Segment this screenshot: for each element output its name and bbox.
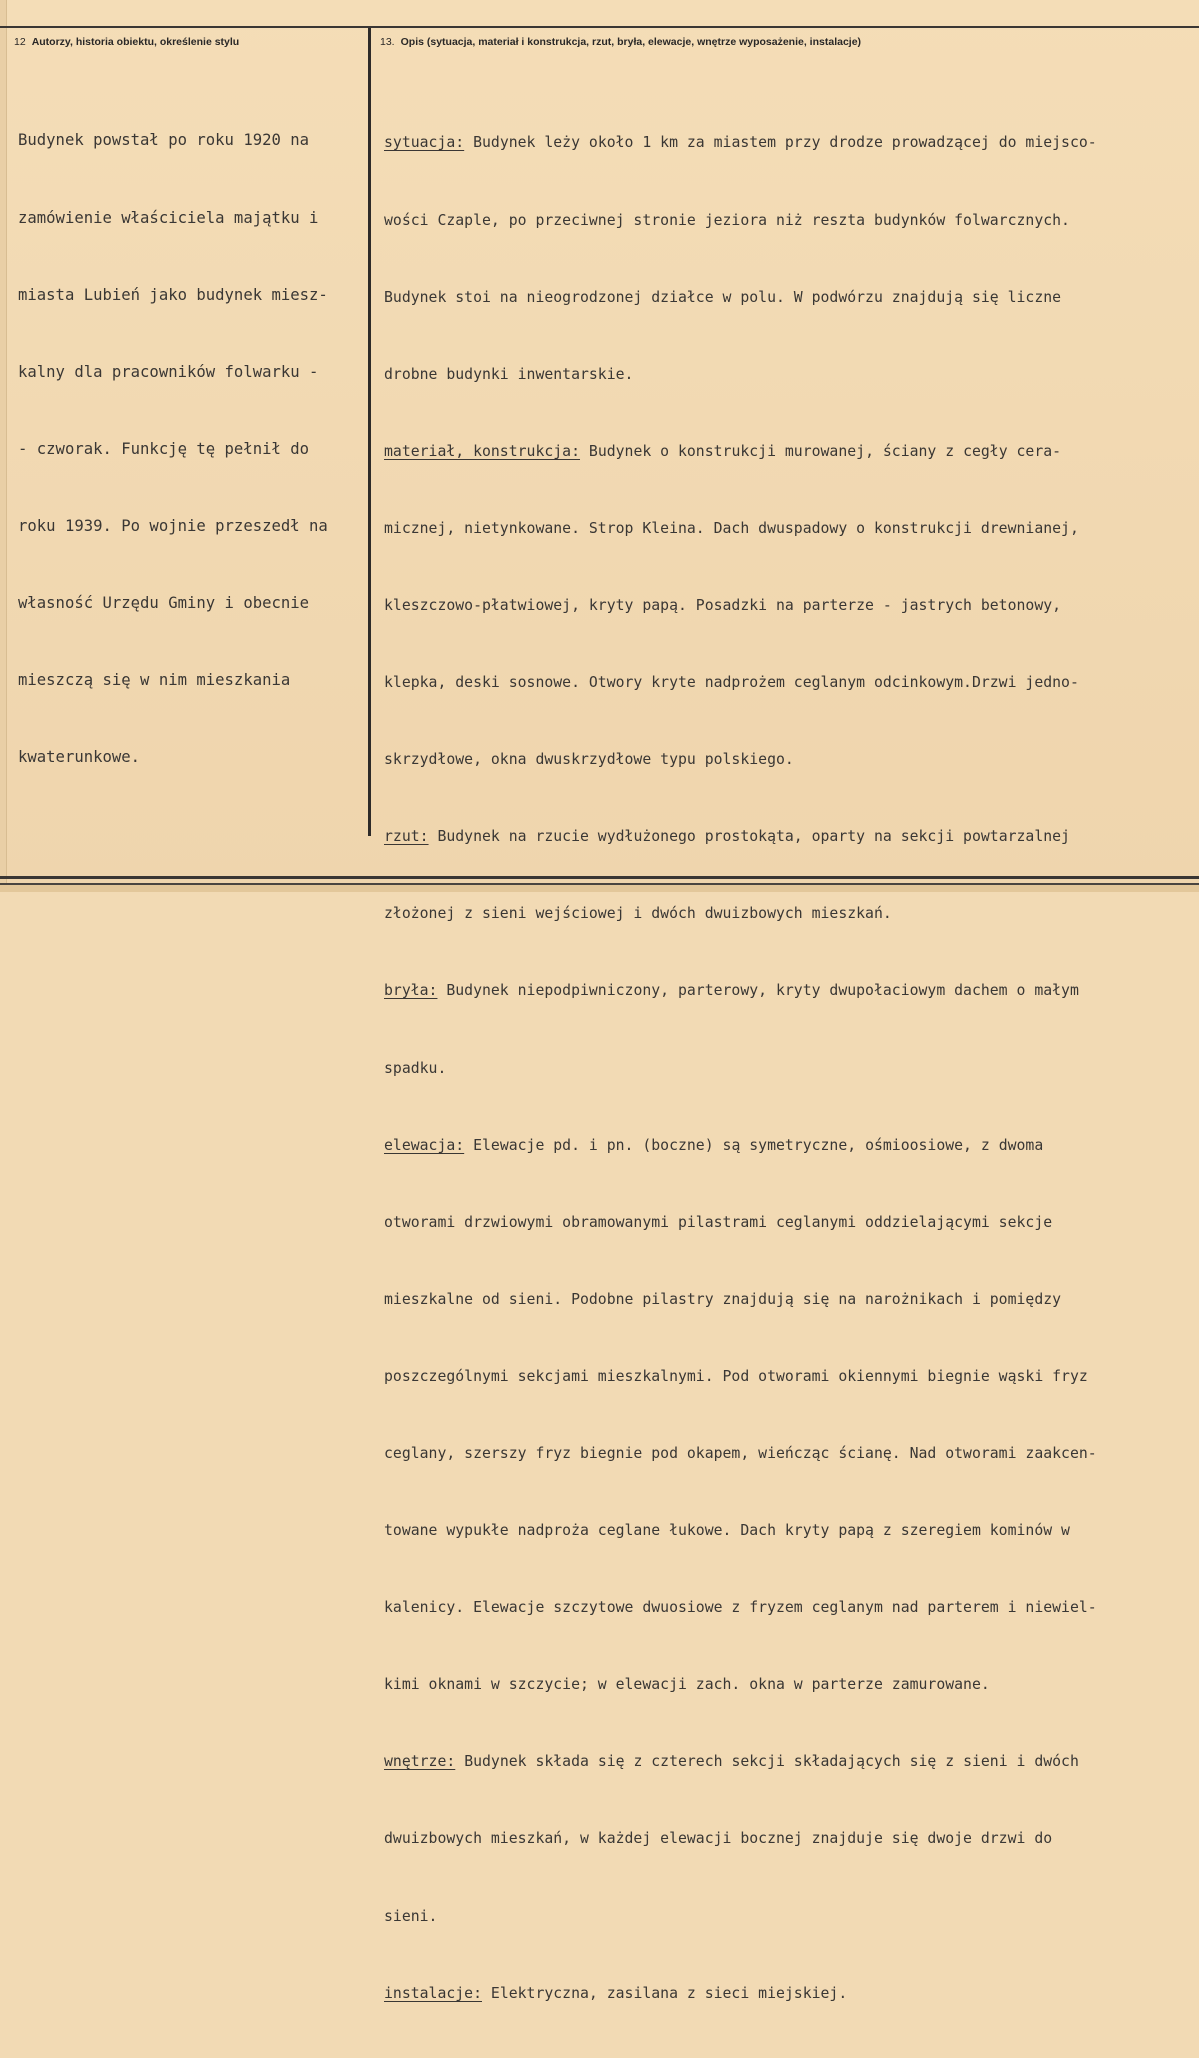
right-text-line [384, 593, 1097, 619]
line-text: micznej, nietynkowane. Strop Kleina. Dach dwuspadowy o konstrukcji drewnianej, [384, 519, 1079, 537]
line-text: dwuizbowych mieszkań, w każdej elewacji bocznej znajduje się dwoje drzwi do [384, 1830, 1053, 1848]
right-text-line [384, 747, 1097, 773]
left-column-header [14, 36, 239, 48]
right-text-line [384, 285, 1097, 311]
right-header-number: 13. [380, 36, 395, 48]
left-text-line: Budynek powstał po roku 1920 na [18, 131, 310, 150]
line-text: Elektryczna, zasilana z sieci miejskiej. [482, 1984, 848, 2002]
right-text-line [384, 1981, 1097, 2007]
line-text: Budynek stoi na nieogrodzonej działce w polu. W podwórzu znajdują się liczne [384, 288, 1062, 306]
line-text: klepka, deski sosnowe. Otwory kryte nadprożem ceglanym odcinkowym.Drzwi jedno- [384, 674, 1079, 692]
line-text: skrzydłowe, okna dwuskrzydłowe typu polskiego. [384, 751, 794, 769]
line-text: kleszczowo-płatwiowej, kryty papą. Posadzki na parterze - jastrych betonowy, [384, 596, 1062, 614]
line-text: kimi oknami w szczycie; w elewacji zach. okna w parterze zamurowane. [384, 1676, 990, 1694]
left-header-title: Autorzy, historia obiektu, określenie stylu [31, 36, 240, 48]
bottom-rule [0, 876, 1199, 879]
right-text-line [384, 208, 1097, 234]
right-text-line [384, 1364, 1097, 1390]
line-text: ceglany, szerszy fryz biegnie pod okapem, wieńcząc ścianę. Nad otworami zaakcen- [384, 1445, 1097, 1462]
left-header-number: 12 [14, 36, 26, 48]
right-column-text [384, 79, 1097, 2058]
section-keyword: bryła: [384, 982, 438, 1000]
left-column-text [18, 77, 328, 822]
line-text: Elewacje pd. i pn. (boczne) są symetryczne, ośmioosiowe, z dwoma [464, 1136, 1044, 1154]
left-text-line: własność Urzędu Gminy i obecnie [18, 593, 310, 612]
line-text: Budynek na rzucie wydłużonego prostokąta, oparty na sekcji powtarzalnej [428, 828, 1070, 846]
left-text-line: - czworak. Funkcję tę pełnił do [18, 439, 310, 458]
line-text: wości Czaple, po przeciwnej stronie jeziora niż reszta budynków folwarcznych. [384, 211, 1070, 229]
left-text-line: zamówienie właściciela majątku i [18, 208, 319, 227]
line-text: otworami drzwiowymi obramowanymi pilastrami ceglanymi oddzielającymi sekcje [384, 1213, 1053, 1231]
right-text-line [384, 670, 1097, 696]
section-keyword: instalacje: [384, 1984, 482, 2002]
line-text: złożonej z sieni wejściowej i dwóch dwuizbowych mieszkań. [384, 905, 892, 923]
right-text-line [384, 439, 1097, 465]
right-text-line [384, 1133, 1097, 1159]
right-text-line [384, 824, 1097, 850]
line-text: Budynek niepodpiwniczony, parterowy, kryty dwupołaciowym dachem o małym [437, 982, 1079, 1000]
right-text-line [384, 1056, 1097, 1082]
card-left-edge [0, 0, 7, 892]
line-text: kalenicy. Elewacje szczytowe dwuosiowe z fryzem ceglanym nad parterem i niewiel- [384, 1599, 1097, 1617]
section-keyword: sytuacja: [384, 134, 465, 152]
right-text-line [384, 130, 1097, 156]
section-keyword: rzut: [384, 828, 429, 846]
right-text-line [384, 362, 1097, 388]
line-text: Budynek o konstrukcji murowanej, ściany z cegły cera- [580, 442, 1062, 460]
line-text: drobne budynki inwentarskie. [384, 365, 634, 383]
left-text-line: mieszczą się w nim mieszkania [18, 671, 291, 690]
line-text: sieni. [384, 1907, 438, 1925]
right-text-line [384, 1287, 1097, 1313]
right-text-line [384, 1672, 1097, 1698]
section-keyword: elewacja: [384, 1136, 465, 1154]
right-text-line [384, 1518, 1097, 1544]
top-rule [0, 26, 1199, 28]
right-text-line [384, 1595, 1097, 1621]
left-text-line: miasta Lubień jako budynek miesz- [18, 285, 328, 304]
card-bottom-edge [0, 885, 1199, 892]
left-text-line: roku 1939. Po wojnie przeszedł na [18, 516, 328, 535]
column-divider [368, 28, 371, 836]
right-text-line [384, 1441, 1097, 1467]
line-text: Budynek leży około 1 km za miastem przy drodze prowadzącej do miejsco- [464, 134, 1097, 152]
right-text-line [384, 516, 1097, 542]
line-text: spadku. [384, 1059, 447, 1077]
right-text-line [384, 1904, 1097, 1930]
right-text-line [384, 1749, 1097, 1775]
line-text: mieszkalne od sieni. Podobne pilastry znajdują się na narożnikach i pomiędzy [384, 1290, 1062, 1308]
line-text: poszczególnymi sekcjami mieszkalnymi. Pod otworami okiennymi biegnie wąski fryz [384, 1367, 1088, 1385]
line-text: Budynek składa się z czterech sekcji składających się z sieni i dwóch [455, 1753, 1079, 1771]
right-header-title: Opis (sytuacja, materiał i konstrukcja, rzut, bryła, elewacje, wnętrze wyposażenie, instalacje) [400, 36, 862, 48]
section-keyword: materiał, konstrukcja: [384, 442, 580, 460]
right-text-line [384, 1826, 1097, 1852]
right-column-header [380, 36, 861, 48]
section-keyword: wnętrze: [384, 1753, 456, 1771]
right-text-line [384, 978, 1097, 1004]
line-text: towane wypukłe nadproża ceglane łukowe. Dach kryty papą z szeregiem kominów w [384, 1522, 1070, 1540]
right-text-line [384, 1210, 1097, 1236]
left-text-line: kalny dla pracowników folwarku - [18, 362, 319, 381]
right-text-line [384, 901, 1097, 927]
left-text-line: kwaterunkowe. [18, 748, 141, 767]
